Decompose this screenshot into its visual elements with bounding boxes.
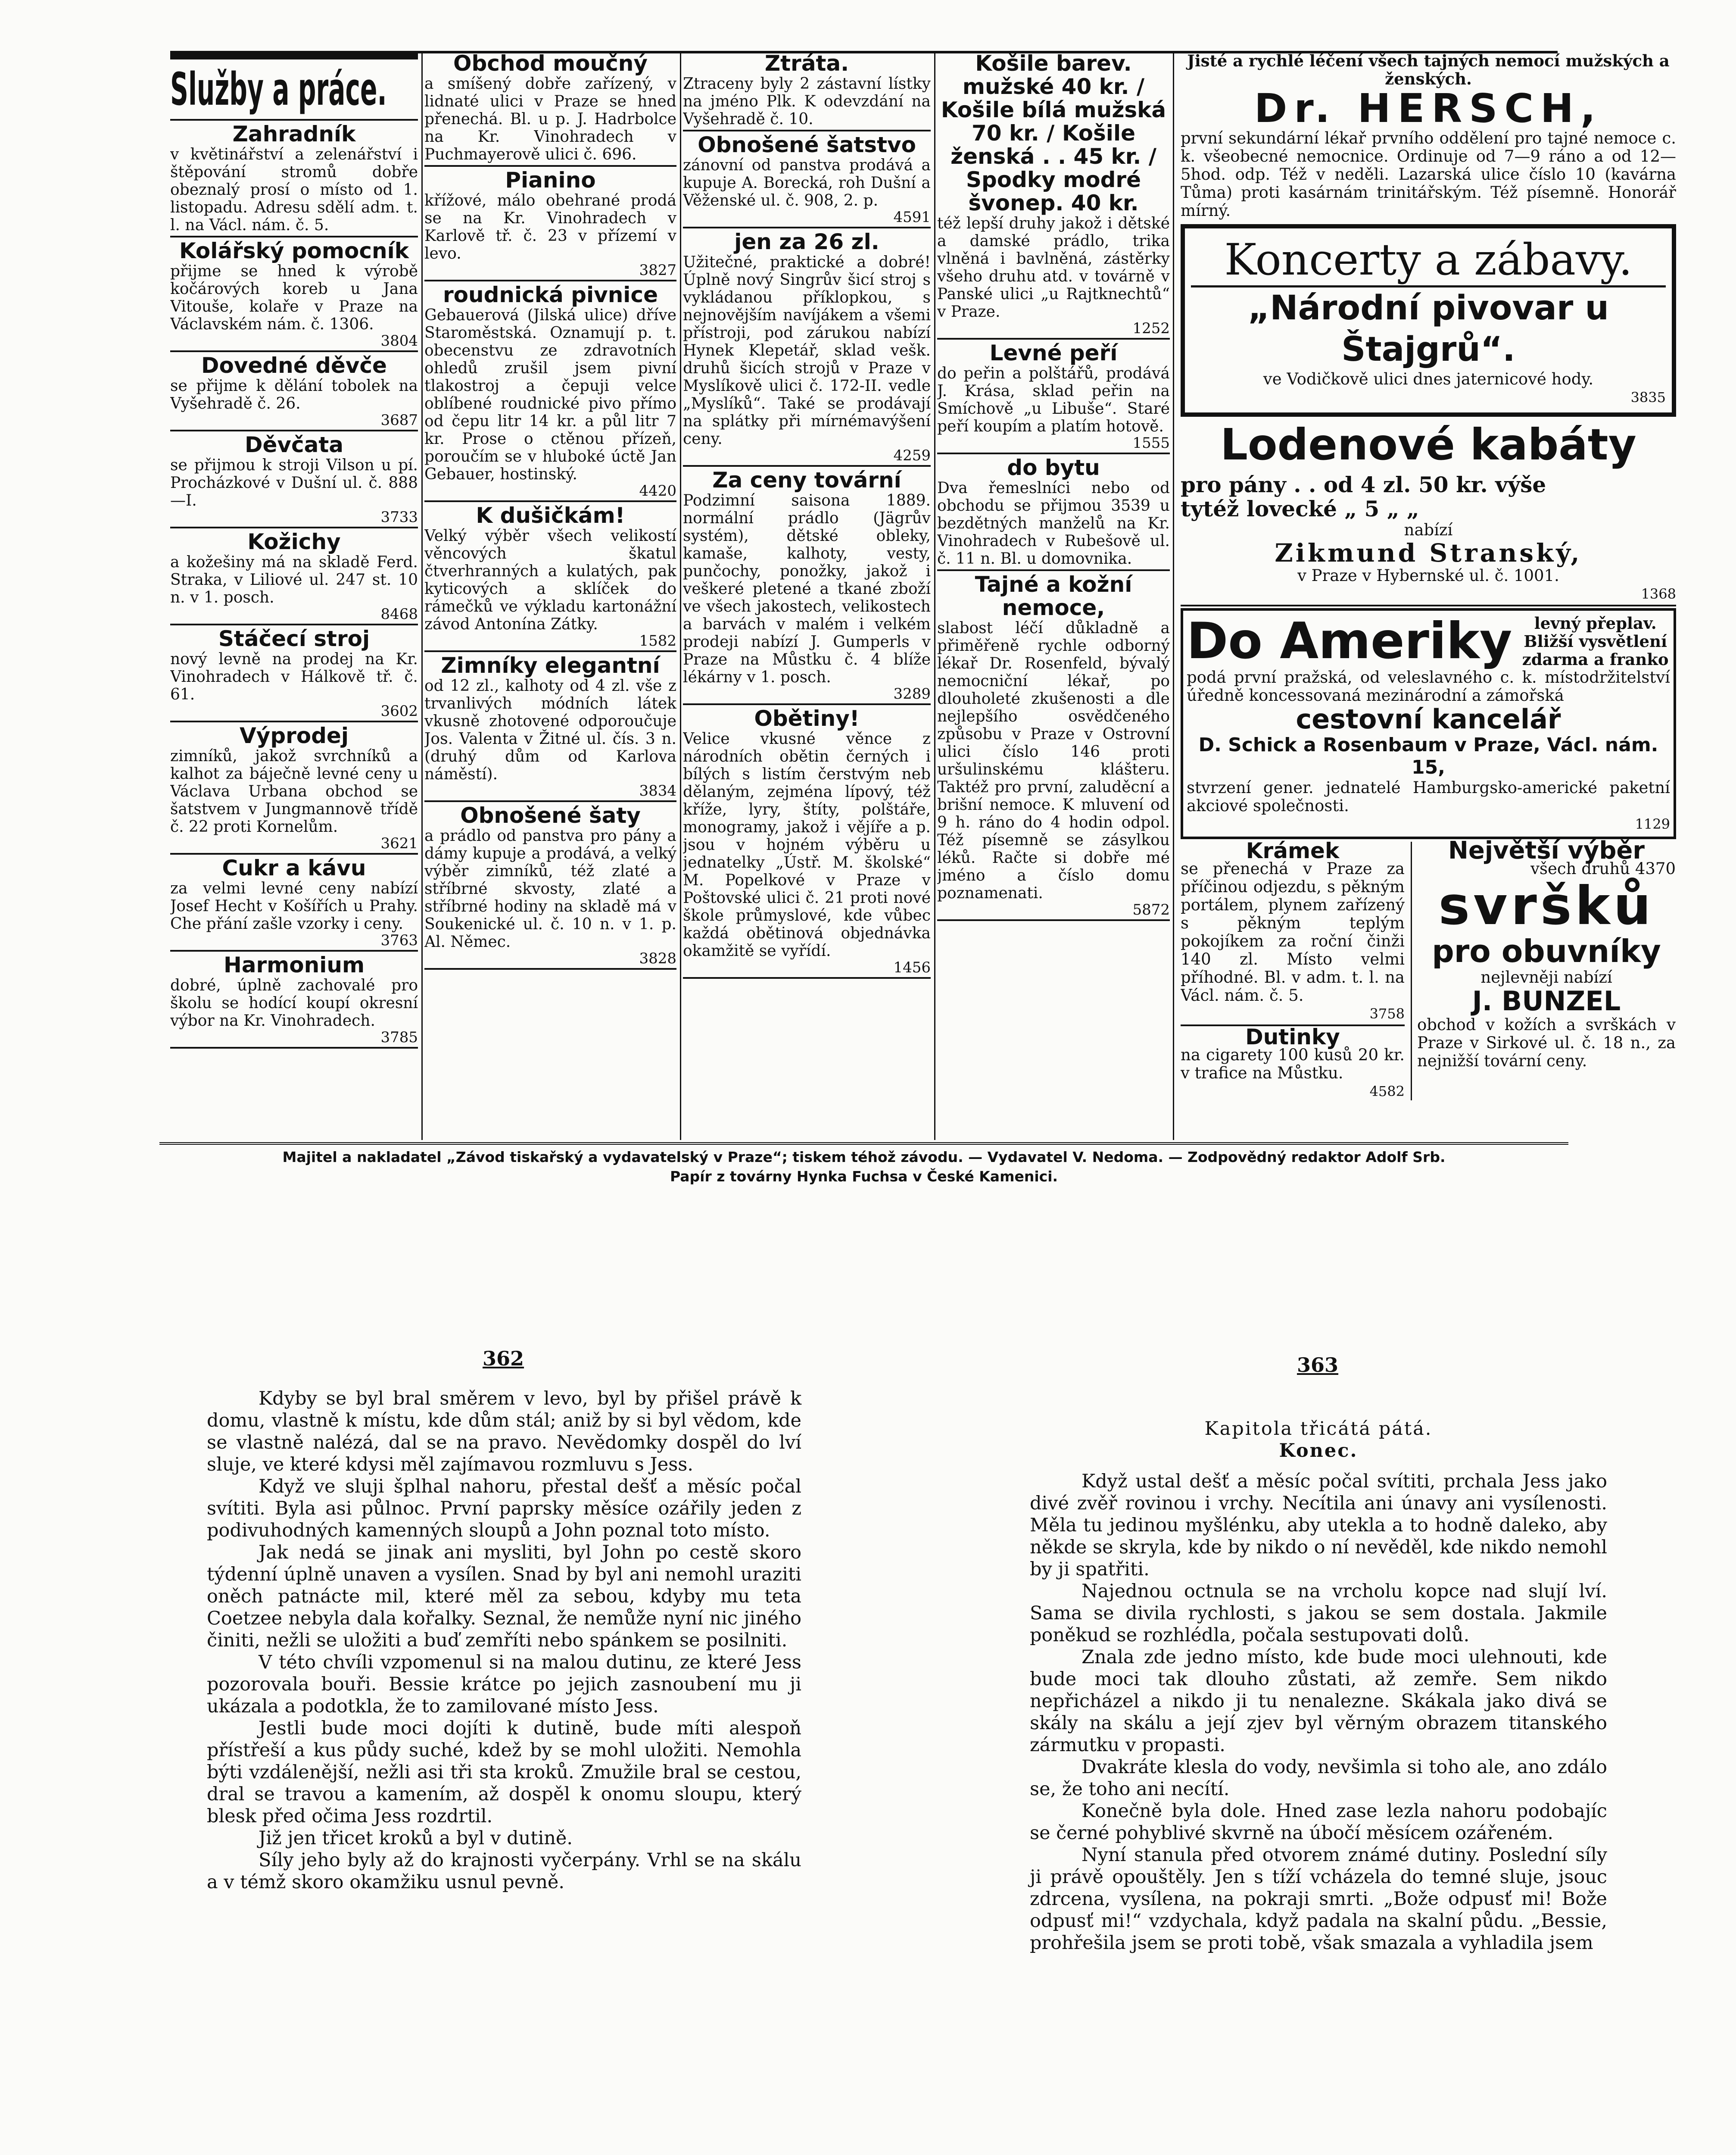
classified-ad — [170, 953, 418, 1049]
ad-code: 3804 — [380, 332, 418, 350]
ad-body: v květinářství a zelenářství i štěpování stromů dobře obeznalý prosí o místo od 1. listopadu. Adresu sdělí adm. t. l. na Václ. nám. č. 5. — [170, 146, 418, 234]
story-paragraph: Jestli bude moci dojíti k dutině, bude míti alespoň přístřeší a kus půdy suché, kdež by se mohl uložiti. Nemohla býti vzdálenější, nežli asi tři sta kroků. Zmužile bral se cestou, dral se travou a kamením, až dospěl k onomu sloupu, který blesk před očima Jess rozdrtil. — [207, 1718, 801, 1827]
ad-pivovar-code: 3835 — [1630, 389, 1666, 406]
story-paragraph: Síly jeho byly až do krajnosti vyčerpány. Vrhl se na skálu a v témž skoro okamžiku usnul pevně. — [207, 1849, 801, 1893]
ad-code: 3621 — [380, 835, 418, 852]
ad-list — [424, 52, 676, 970]
rule — [424, 650, 676, 652]
ad-body: Velice vkusné věnce z národních obětin černých i bílých s listím čerstvým neb dělaným, zejména lípový, též kříže, lyry, štíty, polštáře, monogramy, jakož i vějíře a p. jsou v hojném výběru u jednatelky „Ústř. M. školské“ M. Popelkové v Praze v Poštovské ulici č. 21 proti nové škole průmyslové, kde vůbec každá obětinová objednávka okamžitě se vyřídí. — [683, 730, 931, 960]
ad-body: se přijmou k stroji Vilson u pí. Procházkové v Dušní ul. č. 888—I. — [170, 456, 418, 509]
story-paragraph: Když ustal dešť a měsíc počal svítiti, prchala Jess jako divé zvěř rovinou i vrchy. Necítila ani únavy ani vysílenosti. Měla tu jedinou myšlénku, aby utekla a to hodně daleko, aby někde se skryla, kde by nikdo o ní nevěděl, kde nikdo nemohl by ji spatřiti. — [1030, 1471, 1607, 1580]
ad-title: Obětiny! — [754, 706, 860, 731]
column-divider — [421, 52, 423, 1140]
ad-body: křížové, málo obehrané prodá se na Kr. Vinohradech v Karlově tř. č. 23 v přízemí v levo. — [424, 192, 676, 262]
classified-ad — [424, 169, 676, 281]
ad-pivovar-sub: ve Vodičkově ulici dnes jaternicové hody. — [1263, 370, 1594, 388]
ad-list — [683, 52, 931, 979]
ad-kramek-title: Krámek — [1246, 838, 1340, 863]
ad-amerika-title: Do Ameriky — [1187, 612, 1512, 670]
ad-code: 4420 — [639, 482, 676, 500]
ad-code: 4259 — [893, 447, 931, 464]
ad-body: nový levně na prodej na Kr. Vinohradech v Hálkově tř. č. 61. — [170, 650, 418, 703]
story-paragraph: Jak nedá se jinak ani mysliti, byl John po cestě skoro týdenní úplně unaven a vysílen. Snad by byl ani nemohl uraziti oněch patnácte mil, které měl za sebou, kdyby mu teta Coetzee nebyla dala kořalky. Seznal, že nemůže nyní nic jiného činiti, nežli se uložiti a buď zemříti nebo spánkem se posilniti. — [207, 1542, 801, 1651]
ad-body: od 12 zl., kalhoty od 4 zl. vše z trvanlivých módních látek vkusně zhotovené odporoučuje Jos. Valenta v Žitné ul. čís. 3 n. (druhý dům od Karlova náměstí). — [424, 677, 676, 783]
ad-code: 3763 — [380, 932, 418, 949]
rule — [170, 350, 418, 352]
classified-ad — [170, 433, 418, 528]
ad-column-1 — [170, 52, 418, 1138]
column-divider — [1173, 52, 1174, 1140]
ad-amerika-body: podá první pražská, od veleslavného c. k. místodržitelství úředně koncessovaná mezinárodní a zámořská — [1187, 668, 1670, 705]
ad-code: 1456 — [893, 959, 931, 976]
ad-body: za velmi levné ceny nabízí Josef Hecht v Košířích u Prahy. Che přání zašle vzorky i ceny. — [170, 880, 418, 933]
rule — [683, 465, 931, 467]
ad-dutinky-title: Dutinky — [1245, 1024, 1340, 1049]
ad-koncerty-title: Koncerty a zábavy. — [1191, 234, 1666, 287]
ad-title: Děvčata — [244, 432, 344, 457]
rule — [937, 569, 1170, 571]
ad-title: Obnošené šatstvo — [698, 132, 916, 157]
ad-code: 3733 — [380, 509, 418, 526]
ad-title: Zimníky elegantní — [441, 653, 660, 678]
ad-body: Ztraceny byly 2 zástavní lístky na jméno Plk. K odevzdání na Vyšehradě č. 10. — [683, 75, 931, 128]
ad-title: Stáčecí stroj — [218, 626, 370, 651]
rule — [424, 500, 676, 502]
ad-loden-line: tytéž lovecké „ 5 „ „ — [1181, 496, 1419, 522]
rule — [170, 527, 418, 528]
ad-title: do bytu — [1007, 455, 1100, 480]
ad-code: 3602 — [380, 703, 418, 720]
ad-pivovar-name: „Národní pivovar u Štajgrů“. — [1247, 289, 1609, 369]
rule — [170, 430, 418, 431]
column-divider — [934, 52, 935, 1140]
rule — [170, 1047, 418, 1049]
paper-line: Papír z továrny Hynka Fuchsa v České Kamenici. — [670, 1168, 1058, 1185]
classified-ad — [170, 122, 418, 237]
ad-dutinky-code: 4582 — [1369, 1083, 1405, 1099]
story-paragraph: Znala zde jedno místo, kde bude moci ulehnouti, kde bude moci tak dlouho zůstati, až zemře. Sem nikdo nepřicházel a nikdo ji tu nenalezne. Skákala jako divá se skály na skálu a její zjev byl věrným obrazem titanského zármutku v propasti. — [1030, 1646, 1607, 1756]
ad-loden-title: Lodenové kabáty — [1220, 419, 1636, 470]
ad-title: Výprodej — [240, 723, 349, 748]
rule — [424, 968, 676, 970]
ad-title: Harmonium — [223, 953, 365, 978]
ad-svrsky-body: obchod v kožích a svrškách v Praze v Sirkové ul. č. 18 n., za nejnižší tovární ceny. — [1417, 1015, 1676, 1070]
page-number: 362 — [483, 1347, 524, 1370]
rule — [170, 624, 418, 625]
ad-svrsky-subtitle: pro obuvníky — [1432, 933, 1661, 969]
rule — [937, 453, 1170, 454]
ad-body: a prádlo od panstva pro pány a dámy kupuje a prodává, a velký výběr zimníků, též zlaté a stříbrné skvosty, zlaté a stříbrné hodiny na skladě má v Soukenické ul. č. 10 n. v 1. p. Al. Němec. — [424, 827, 676, 951]
classified-ad — [170, 354, 418, 431]
ad-hersch — [1181, 52, 1676, 220]
classified-ad — [937, 456, 1170, 571]
classified-ad — [170, 627, 418, 722]
bottom-rule — [159, 1142, 1568, 1145]
classified-ad — [170, 724, 418, 855]
ad-title: Dovedné děvče — [201, 353, 387, 378]
classified-ad — [683, 230, 931, 467]
ad-title: Za ceny tovární — [712, 468, 901, 493]
ad-body: dobré, úplně zachovalé pro školu se hodící koupí okresní výbor na Kr. Vinohradech. — [170, 977, 418, 1030]
ad-body: Dva řemeslníci nebo od obchodu se přijmou 3539 u bezdětných manželů na Kr. Vinohradech v Rubešově ul. č. 11 n. Bl. u domovnika. — [937, 479, 1170, 568]
page-number: 363 — [1297, 1353, 1339, 1377]
ad-kramek-body: se přenechá v Praze za příčinou odjezdu, s pěkným portálem, plynem zařízený s pěkným teplým pokojíkem za roční činži 140 zl. Místo velmi příhodné. Bl. v adm. t. l. na Václ. nám. č. 5. — [1181, 859, 1405, 1005]
ad-body: zánovní od panstva prodává a kupuje A. Borecká, roh Dušní a Věženské ul. č. 908, 2. p. — [683, 156, 931, 209]
ad-amerika-header — [1187, 614, 1670, 668]
ad-body: zimníků, jakož svrchníků a kalhot za báječně levné ceny u Václava Urbana obchod se šatstvem v Jungmannově třídě č. 22 proti Kornelům. — [170, 747, 418, 836]
ad-svrsky-line: všech druhů 4370 — [1530, 859, 1676, 878]
classified-ad — [424, 504, 676, 652]
ad-amerika-foot: stvrzení gener. jednatelé Hamburgsko-americké paketní akciové společnosti. — [1187, 778, 1670, 815]
ad-body: a kožešiny má na skladě Ferd. Straka, v Liliové ul. 247 st. 10 n. v 1. posch. — [170, 553, 418, 606]
classified-ad — [937, 573, 1170, 921]
ad-svrsky — [1411, 837, 1676, 1100]
ad-title: K dušičkám! — [476, 503, 625, 528]
ad-column-5 — [1181, 52, 1676, 1138]
rule — [170, 53, 418, 59]
ad-title: Obchod moučný — [453, 52, 648, 76]
ad-amerika-side: levný přeplav. Bližší vysvětlení zdarma a franko — [1522, 614, 1669, 669]
rule — [424, 280, 676, 281]
story-paragraph: V této chvíli vzpomenul si na malou dutinu, ze které Jess pozorovala bouři. Bessie krátce po jejich zasnoubení mu ji ukázala a podotkla, že to zamilované místo Jess. — [207, 1652, 801, 1717]
story-paragraph: Dvakráte klesla do vody, nevšimla si toho ale, ano zdálo se, že toho ani necítí. — [1030, 1756, 1607, 1800]
rule — [683, 130, 931, 131]
rule — [170, 236, 418, 237]
ad-title: Zahradník — [232, 122, 356, 147]
ad-code: 3828 — [639, 950, 676, 967]
imprint-line: Majitel a nakladatel „Závod tiskařský a vydavatelský v Praze“; tiskem téhož závodu. — Vydavatel V. Nedoma. — Zodpovědný redaktor Adolf Srb. — [282, 1149, 1446, 1165]
ad-koncerty-box — [1181, 224, 1676, 417]
ad-title: Levné peří — [989, 340, 1118, 365]
story-text — [1030, 1418, 1607, 1954]
rule — [937, 338, 1170, 340]
ad-svrsky-line: nejlevněji nabízí — [1480, 968, 1612, 987]
ad-body: do peřin a polštářů, prodává J. Krása, sklad peřin na Smíchově „u Libuše“. Staré peří koupím a platím hotově. — [937, 365, 1170, 435]
ad-code: 3827 — [639, 262, 676, 279]
ad-column-4 — [937, 52, 1170, 1138]
ad-svrsky-title: svršků — [1438, 875, 1655, 937]
chapter-heading: Kapitola třicátá pátá. — [1204, 1418, 1433, 1440]
ad-loden-line: pro pány . . od 4 zl. 50 kr. výše — [1181, 472, 1546, 497]
story-paragraph: Nyní stanula před otvorem známé dutiny. Poslední síly ji právě opouštěly. Jen s tíží vcházela do temné sluje, jsouc zdrcena, vysílena, na pokraji smrti. „Bože odpusť mi! Bože odpusť mi!“ vzdychala, když padala na skalní půdu. „Bessie, prohřešila jsem se proti tobě, však smazala a vyhladila jsem — [1030, 1844, 1607, 1954]
rule — [683, 977, 931, 979]
ad-body: slabost léčí důkladně a přiměřeně rychle odborný lékař Dr. Rosenfeld, bývalý nemocniční lékař, po dlouholeté zkušenosti a dle nejlepšího osvědčeného způsobu v Praze v Ostrovní ulici číslo 146 proti uršulinskému klášteru. Taktéž pro první, zaluděcní a brišní nemoce. K mluvení od 9 h. ráno do 4 hodin odpol. Též písemně se zásylkou léků. Račte si dobře mé jméno a číslo domu poznamenati. — [937, 619, 1170, 902]
ad-code: 5872 — [1132, 901, 1170, 918]
ad-code: 3785 — [380, 1029, 418, 1046]
ad-body: Velký výběr všech velikostí věncových škatul čtverhranných a kulatých, pak kyticových a sklíček do rámečků ve výkladu kartonážní závod Antonína Zátky. — [424, 527, 676, 633]
ad-title: Pianino — [505, 168, 596, 193]
ad-svrsky-line: Největší výběr — [1448, 837, 1645, 865]
ad-amerika-box — [1181, 608, 1676, 839]
ad-code: 3289 — [893, 685, 931, 703]
classified-ad — [170, 530, 418, 625]
ad-title: Kožichy — [247, 529, 341, 554]
ad-hersch-intro: Jisté a rychlé léčení všech tajných nemocí mužských a ženských. — [1187, 52, 1670, 88]
rule — [424, 165, 676, 167]
rule — [937, 919, 1170, 921]
classified-ad — [170, 856, 418, 952]
ad-body: též lepší druhy jakož i dětské a damské prádlo, trika vlněná i bavlněná, zástěrky všeho druhu atd. v továrně v Panské ulici „u Rajtknechtů“ v Praze. — [937, 215, 1170, 321]
rule — [170, 853, 418, 855]
story-paragraph: Když ve sluji šplhal nahoru, přestal dešť a měsíc počal svítiti. Byla asi půlnoc. První paprsky měsíce ozářily jeden z podivuhodných kamenných sloupů a John poznal toto místo. — [207, 1476, 801, 1541]
ad-body: a smíšený dobře zařízený, v lidnaté ulici v Praze se hned přenechá. Bl. u p. J. Hadrbolce na Kr. Vinohradech v Puchmayerově ulici č. 696. — [424, 75, 676, 163]
story-paragraph: Konečně byla dole. Hned zase lezla nahoru podobajíc se černé pohyblivé skvrně na úbočí měsícem ozářeném. — [1030, 1800, 1607, 1844]
chapter-title: Konec. — [1279, 1440, 1358, 1462]
ad-hersch-name: Dr. HERSCH, — [1254, 85, 1602, 131]
story-paragraphs — [1030, 1471, 1607, 1954]
ad-kramek-code: 3758 — [1369, 1006, 1405, 1022]
ad-title: Obnošené šaty — [460, 803, 641, 828]
ad-column-3 — [683, 52, 931, 1138]
ad-title: roudnická pivnice — [443, 282, 658, 307]
ad-title: Košile barev. mužské 40 kr. / Košile bílá mužská 70 kr. / Košile ženská . . 45 kr. / Spodky modré švonep. 40 kr. — [941, 52, 1166, 216]
classified-ad — [683, 707, 931, 979]
story-paragraph: Kdyby se byl bral směrem v levo, byl by přišel právě k domu, vlastně k místu, kde dům stál; aniž by si byl vědom, kde se vlastně nalézá, dal se na pravo. Nevědomky dospěl do lví sluje, ve které kdysi měl zajímavou rozmluvu s Jess. — [207, 1388, 801, 1475]
ad-loden-address: v Praze v Hybernské ul. č. 1001. — [1297, 566, 1559, 585]
rule — [683, 703, 931, 705]
classified-ad — [424, 283, 676, 502]
story-paragraph: Již jen třicet kroků a byl v dutině. — [259, 1827, 573, 1849]
story-text — [207, 1388, 801, 1893]
ad-body: se přijme k dělání tobolek na Vyšehradě č. 26. — [170, 377, 418, 412]
classified-ad — [683, 133, 931, 228]
ad-list — [170, 122, 418, 1049]
classified-ad — [170, 239, 418, 352]
classified-ad — [683, 468, 931, 705]
rule — [1181, 605, 1676, 606]
rule — [170, 721, 418, 722]
ad-kramek — [1181, 838, 1405, 1100]
ad-title: jen za 26 zl. — [734, 229, 879, 254]
ad-code: 1555 — [1132, 434, 1170, 452]
ad-loden-line: nabízí — [1404, 521, 1453, 539]
ad-code: 1252 — [1132, 320, 1170, 337]
ad-body: Užitečné, praktické a dobré! Úplně nový Singrův šicí stroj s vykládanou příklopkou, s nejnovějším navíjákem a všemi přístroji, pod zárukou nabízí Hynek Klepetář, sklad vešk. druhů šicích strojů v Praze v Myslíkově ulici č. 172-II. vedle „Myslíků“. Také se prodávají na splátky při mírnémavýšení ceny. — [683, 253, 931, 448]
ad-loden-firm: Zikmund Stranský, — [1275, 538, 1582, 568]
ad-list — [937, 52, 1170, 921]
ad-svrsky-firm: J. BUNZEL — [1472, 985, 1621, 1017]
ad-code: 4591 — [893, 209, 931, 226]
section-banner: Služby a práce. — [170, 63, 387, 116]
ad-amerika-code: 1129 — [1635, 816, 1670, 832]
ad-bottom-row — [1181, 837, 1676, 1100]
ad-body: Gebauerová (Jilská ulice) dříve Staroměstská. Oznamují p. t. obecenstvu ze zdravotních ohledů zrušil jsem pivní tlakostroj a čepuji velce oblíbené roudnické pivo přímo od čepu litr 14 kr. a půl litr 7 kr. Prose o ctěnou přízeň, poroučím se v hluboké úctě Jan Gebauer, hostinský. — [424, 306, 676, 483]
ad-loden-code: 1368 — [1641, 586, 1676, 602]
rule — [683, 227, 931, 228]
classified-ad — [683, 52, 931, 131]
ad-title: Tajné a kožní nemoce, — [975, 572, 1132, 620]
rule — [170, 950, 418, 952]
classified-ad — [424, 804, 676, 970]
column-divider — [680, 52, 681, 1140]
classified-ad — [937, 52, 1170, 340]
ad-column-2 — [424, 52, 676, 1138]
ad-title: Cukr a kávu — [222, 856, 366, 881]
classified-ad — [937, 341, 1170, 454]
rule — [424, 800, 676, 802]
ad-code: 1582 — [639, 632, 676, 650]
ad-code: 8468 — [380, 606, 418, 623]
ad-code: 3687 — [380, 412, 418, 429]
story-paragraph: Najednou octnula se na vrcholu kopce nad slují lví. Sama se divila rychlosti, s jakou se sem dostala. Jakmile poněkud se rozhlédla, počala sestupovati dolů. — [1030, 1580, 1607, 1646]
ad-title: Kolářský pomocník — [179, 238, 409, 263]
ad-title: Ztráta. — [764, 52, 849, 76]
ad-body: Podzimní saisona 1889. normální prádlo (Jägrův systém), dětské obleky, kamaše, kalhoty, vesty, punčochy, ponožky, jakož i veškeré pletené a tkané zboží ve všech jakostech, velikostech a barvách v malém i velkém prodeji nabízí J. Gumperls v Praze na Můstku č. 4 blíže lékárny v 1. posch. — [683, 492, 931, 686]
classified-ad — [424, 52, 676, 167]
ad-body: přijme se hned k výrobě kočárových koreb u Jana Vitouše, kolaře v Praze na Václavském nám. č. 1306. — [170, 262, 418, 333]
ad-amerika-firm: D. Schick a Rosenbaum v Praze, Václ. nám. 15, — [1198, 734, 1658, 778]
ad-hersch-body: první sekundární lékař prvního oddělení pro tajné nemoce c. k. všeobecné nemocnice. Ordinuje od 7—9 ráno a od 12—5hod. odp. Též v neděli. Lazarská ulice číslo 10 (kavárna Tůma) proti kasárnám trinitářským. Též písemně. Honorář mírný. — [1181, 129, 1676, 220]
rule — [170, 119, 418, 121]
classified-ad — [424, 654, 676, 802]
ad-amerika-kancelar: cestovní kancelář — [1296, 703, 1561, 735]
ad-dutinky-body: na cigarety 100 kusů 20 kr. v trafice na Můstku. — [1181, 1046, 1405, 1082]
ad-code: 3834 — [639, 782, 676, 800]
